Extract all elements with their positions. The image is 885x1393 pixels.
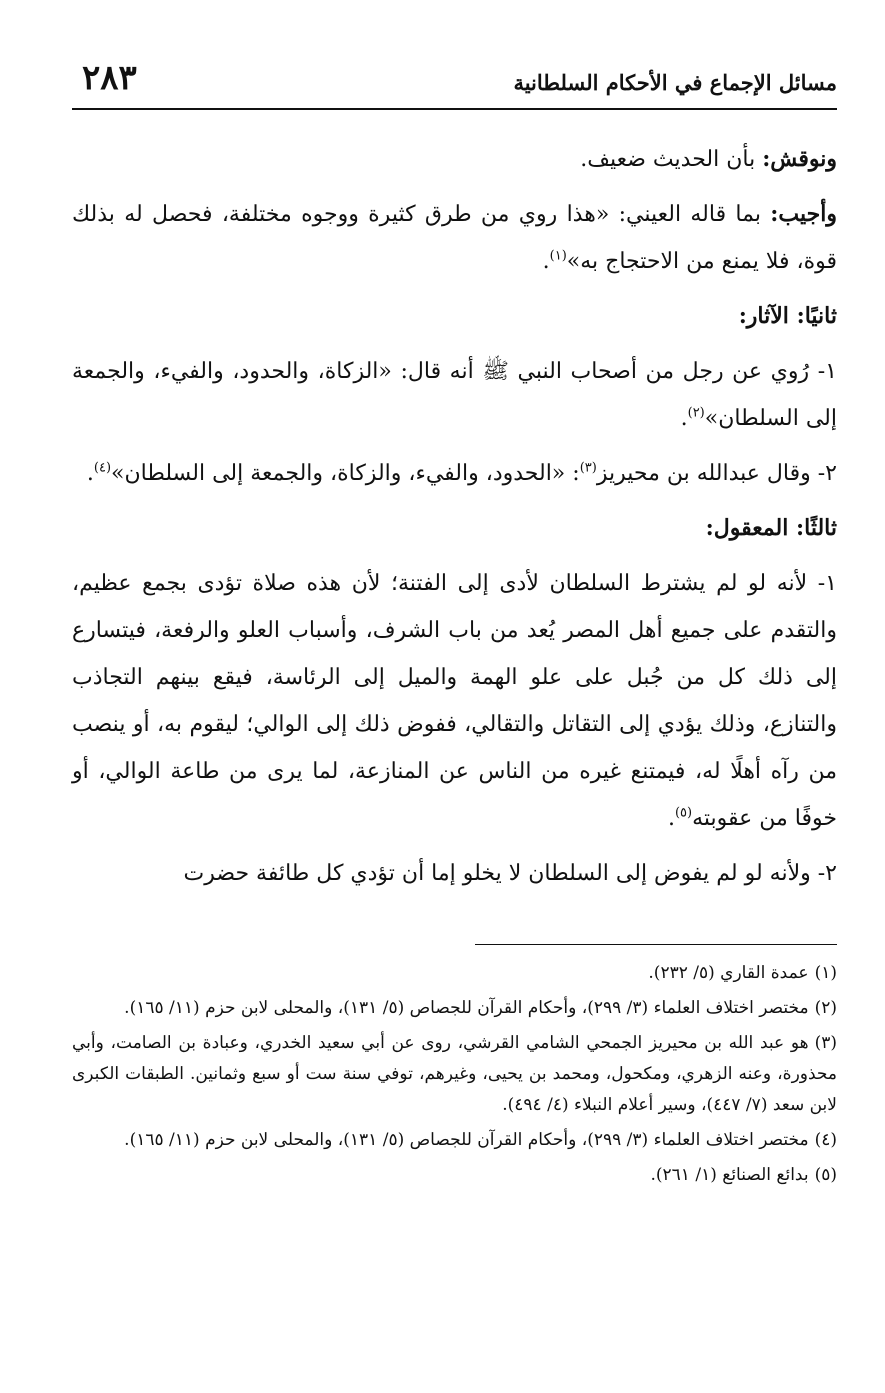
paragraph-text: ١- رُوي عن رجل من أصحاب النبي ﷺ أنه قال: «الزكاة، والحدود، والفيء، والجمعة إلى السلطان» [72,359,837,431]
footnote-ref: (٤) [93,460,112,476]
paragraph-lead: وأجيب: [770,201,837,227]
page-header [72,58,837,108]
paragraph-athar-1 [72,348,837,442]
paragraph-maqul-1 [72,560,837,842]
main-text [72,136,837,897]
paragraph-end: . [680,406,688,431]
paragraph-athar-2 [72,450,837,497]
header-rule [72,108,837,110]
paragraph-end: . [667,806,675,831]
paragraph-objection [72,136,837,183]
footnote [72,993,837,1024]
paragraph-reply [72,191,837,285]
footnote [72,1028,837,1121]
footnote-ref: (٣) [579,460,597,476]
paragraph-end: . [542,249,550,274]
paragraph-lead: ونوقش: [762,146,837,172]
footnotes [72,958,837,1195]
footnote-label: (١) [814,963,837,983]
footnote [72,1125,837,1156]
footnote-label: (٣) [814,1033,837,1053]
footnote-ref: (٢) [687,405,705,421]
footnote-text: هو عبد الله بن محيريز الجمحي الشامي القرشي، روى عن أبي سعيد الخدري، وعبادة بن الصامت، وأبي محذورة، وعنه الزهري، ومكحول، ومحمد بن يحيى، وغيرهم، توفي سنة ست أو سبع وثمانين. الطبقات الكبرى لابن سعد (٧/ ٤٤٧)، وسير أعلام النبلاء (٤/ ٤٩٤). [72,1033,837,1115]
footnote [72,958,837,989]
paragraph-maqul-2: ٢- ولأنه لو لم يفوض إلى السلطان لا يخلو إما أن تؤدي كل طائفة حضرت [183,861,837,886]
footnote-ref: (١) [549,248,567,264]
footnote-text: مختصر اختلاف العلماء (٣/ ٢٩٩)، وأحكام القرآن للجصاص (٥/ ١٣١)، والمحلى لابن حزم (١١/ ١٦٥). [124,1130,809,1150]
footnote [72,1160,837,1191]
footnote-text: عمدة القاري (٥/ ٢٣٢). [648,963,809,983]
running-title: مسائل الإجماع في الأحكام السلطانية [513,70,837,95]
footnote-text: بدائع الصنائع (١/ ٢٦١). [650,1165,809,1185]
paragraph-text: ٢- وقال عبدالله بن محيريز [596,461,837,486]
paragraph-text: بما قاله العيني: «هذا روي من طرق كثيرة ووجوه مختلفة، فحصل له بذلك قوة، فلا يمنع من الاحتجاج به» [72,202,837,274]
paragraph-text: : «الحدود، والفيء، والزكاة، والجمعة إلى السلطان» [111,461,580,486]
paragraph-text: ١- لأنه لو لم يشترط السلطان لأدى إلى الفتنة؛ لأن هذه صلاة تؤدى بجمع عظيم، والتقدم على جميع أهل المصر يُعد من باب الشرف، وأسباب العلو والرفعة، فيتسارع إلى ذلك كل من جُبل على علو الهمة والميل إلى الرئاسة، فيقع بينهم التجاذب والتنازع، وذلك يؤدي إلى التقاتل والتقالي، ففوض ذلك إلى الوالي؛ ليقوم به، أو ينصب من رآه أهلًا له، فيمتنع غيره من الناس عن المنازعة، لما يرى من طاعة الوالي، أو خوفًا من عقوبته [72,571,837,831]
page-number: ٢٨٣ [82,58,137,98]
section-heading-maqul: ثالثًا: المعقول: [705,515,837,541]
footnote-label: (٤) [814,1130,837,1150]
footnote-label: (٥) [814,1165,837,1185]
paragraph-text: بأن الحديث ضعيف. [580,147,763,172]
section-heading-athar: ثانيًا: الآثار: [738,303,837,329]
footnote-rule [475,944,837,945]
paragraph-end: . [86,461,94,486]
footnote-text: مختصر اختلاف العلماء (٣/ ٢٩٩)، وأحكام القرآن للجصاص (٥/ ١٣١)، والمحلى لابن حزم (١١/ ١٦٥). [124,998,809,1018]
footnote-label: (٢) [814,998,837,1018]
footnote-ref: (٥) [674,805,693,821]
